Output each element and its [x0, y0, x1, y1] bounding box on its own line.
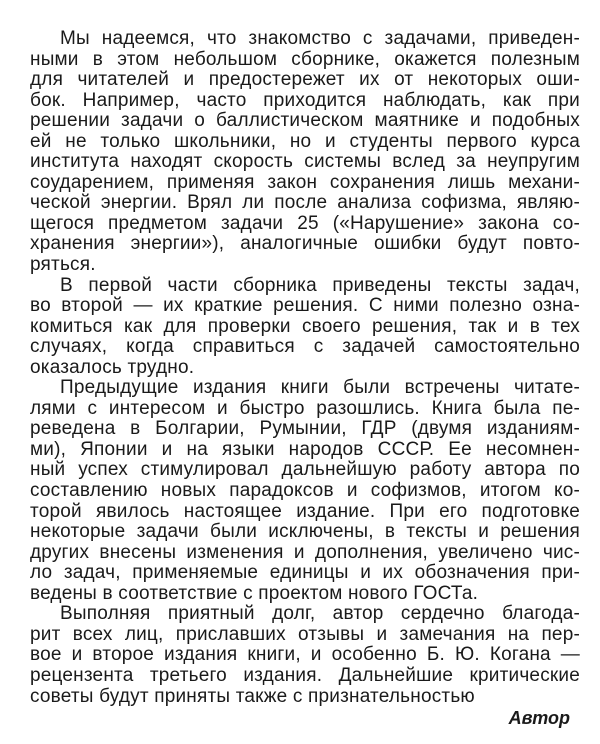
text-line: лями с интересом и быстро разошлись. Книга была пе- [30, 397, 580, 419]
text-line: других внесены изменения и дополнения, увеличено чис- [30, 541, 580, 563]
text-line: ный успех стимулировал дальнейшую работу автора по [30, 459, 580, 481]
text-line: рит всех лиц, приславших отзывы и замечания на пер- [30, 623, 580, 645]
text-line: вое и второе издания книги, и особенно Б. Ю. Когана — [30, 644, 580, 666]
text-line: во второй — их краткие решения. С ними полезно озна- [30, 295, 580, 317]
text-line: решении задачи о баллистическом маятнике и подобных [30, 110, 580, 132]
text-line: составлению новых парадоксов и софизмов, итогом ко- [30, 480, 580, 502]
text-line: для читателей и предостережет их от некоторых оши- [30, 69, 580, 91]
paragraph-3 [30, 378, 580, 604]
text-line: советы будут приняты также с признательностью [30, 685, 475, 707]
text-line: рецензента третьего издания. Дальнейшие критические [30, 664, 580, 686]
text-line: В первой части сборника приведены тексты задач, [60, 274, 580, 296]
text-line: некоторые задачи были исключены, в тексты и решения [30, 521, 580, 543]
author-signature: Автор [508, 708, 570, 728]
paragraph-1 [30, 29, 580, 276]
text-line: щегося предметом задачи 25 («Нарушение» закона со- [30, 212, 580, 234]
paragraph-2 [30, 276, 580, 379]
text-line: реведена в Болгарии, Румынии, ГДР (двумя изданиям- [30, 418, 580, 440]
text-line: соударением, применяя закон сохранения лишь механи- [30, 171, 580, 193]
text-line: ными в этом небольшом сборнике, окажется полезным [30, 48, 580, 70]
text-line: Мы надеемся, что знакомство с задачами, приведен- [60, 28, 580, 49]
text-line: Предыдущие издания книги были встречены читате- [60, 377, 580, 399]
paragraph-4 [30, 604, 580, 707]
text-line: ми), Японии и на языки народов СССР. Ее несомнен- [30, 438, 580, 460]
text-line: ей не только школьники, но и студенты первого курса [30, 130, 580, 152]
text-line: комиться как для проверки своего решения, так и в тех [30, 315, 580, 337]
text-line: случаях, когда справиться с задачей самостоятельно [30, 336, 580, 358]
text-line: Выполняя приятный долг, автор сердечно благода- [60, 603, 580, 625]
text-line: оказалось трудно. [30, 356, 195, 378]
text-line: ческой энергии. Врял ли после анализа софизма, являю- [30, 192, 580, 214]
text-line: ведены в соответствие с проектом нового ГОСТа. [30, 582, 479, 604]
text-line: хранения энергии»), аналогичные ошибки будут повто- [30, 233, 580, 255]
text-line: бок. Например, часто приходится наблюдать, как при [30, 89, 580, 111]
text-line: ло задач, применяемые единицы и их обозначения при- [30, 562, 580, 584]
text-line: института находят скорость системы вслед за неупругим [30, 151, 580, 173]
document-page [30, 29, 580, 707]
text-line: ряться. [30, 254, 96, 276]
text-line: торой явилось настоящее издание. При его подготовке [30, 500, 580, 522]
